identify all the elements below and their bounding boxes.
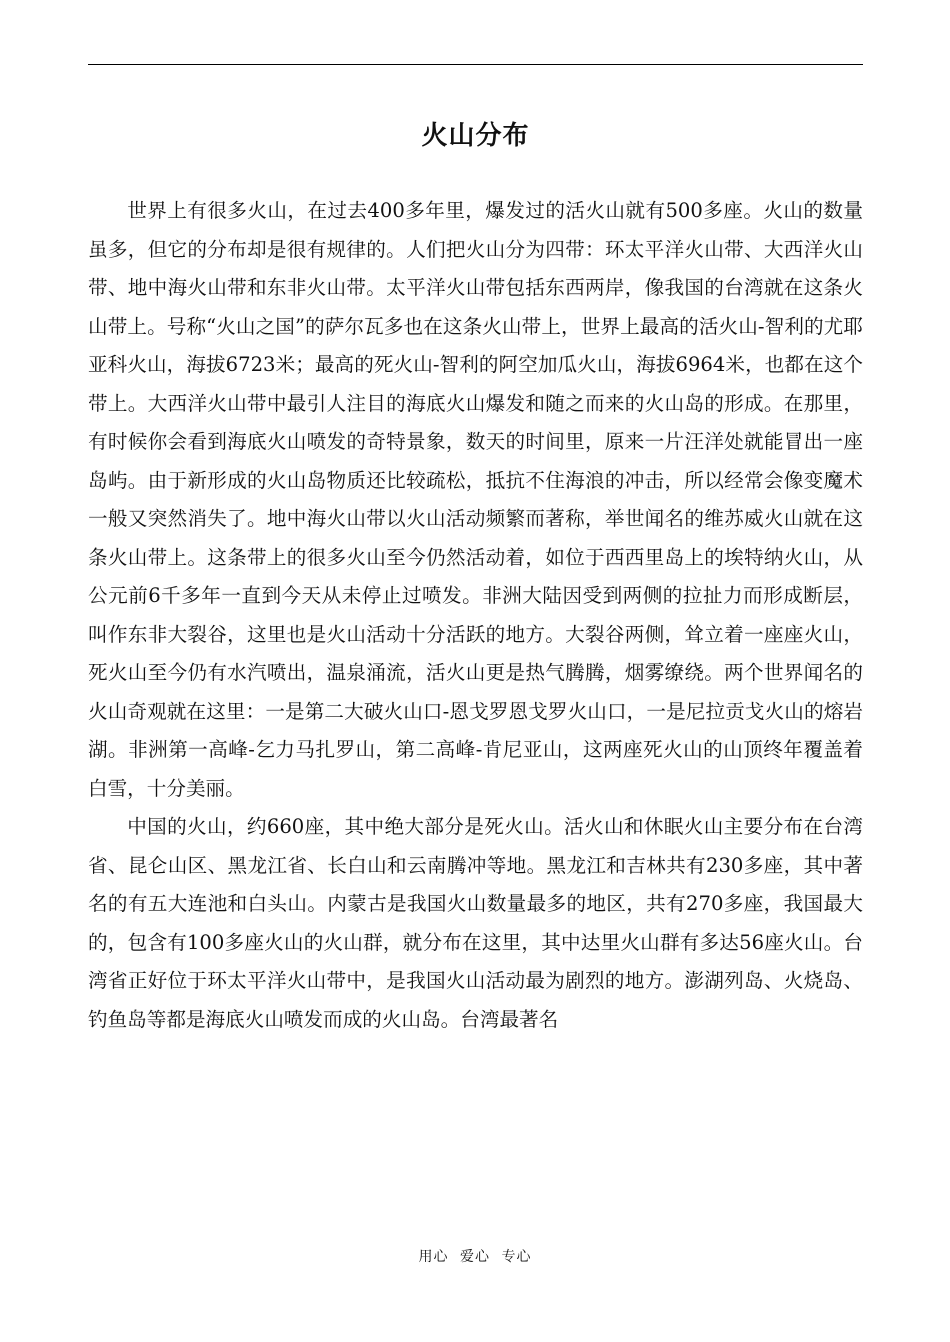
article-body (88, 192, 863, 1039)
paragraph-2: 中国的火山，约660座，其中绝大部分是死火山。活火山和休眠火山主要分布在台湾省、昆仑山区、黑龙江省、长白山和云南腾冲等地。黑龙江和吉林共有230多座，其中著名的有五大连池和白头山。内蒙古是我国火山数量最多的地区，共有270多座，我国最大的，包含有100多座火山的火山群，就分布在这里，其中达里火山群有多达56座火山。台湾省正好位于环太平洋火山带中，是我国火山活动最为剧烈的地方。澎湖列岛、火烧岛、钓鱼岛等都是海底火山喷发而成的火山岛。台湾最著名 (88, 815, 863, 1031)
paragraph-1: 世界上有很多火山，在过去400多年里，爆发过的活火山就有500多座。火山的数量虽多，但它的分布却是很有规律的。人们把火山分为四带：环太平洋火山带、大西洋火山带、地中海火山带和东非火山带。太平洋火山带包括东西两岸，像我国的台湾就在这条火山带上。号称“火山之国”的萨尔瓦多也在这条火山带上，世界上最高的活火山-智利的尤耶亚科火山，海拔6723米；最高的死火山-智利的阿空加瓜火山，海拔6964米，也都在这个带上。大西洋火山带中最引人注目的海底火山爆发和随之而来的火山岛的形成。在那里，有时候你会看到海底火山喷发的奇特景象，数天的时间里，原来一片汪洋处就能冒出一座岛屿。由于新形成的火山岛物质还比较疏松，抵抗不住海浪的冲击，所以经常会像变魔术一般又突然消失了。地中海火山带以火山活动频繁而著称，举世闻名的维苏威火山就在这条火山带上。这条带上的很多火山至今仍然活动着，如位于西西里岛上的埃特纳火山，从公元前6千多年一直到今天从未停止过喷发。非洲大陆因受到两侧的拉扯力而形成断层，叫作东非大裂谷，这里也是火山活动十分活跃的地方。大裂谷两侧，耸立着一座座火山，死火山至今仍有水汽喷出，温泉涌流，活火山更是热气腾腾，烟雾缭绕。两个世界闻名的火山奇观就在这里：一是第二大破火山口-恩戈罗恩戈罗火山口，一是尼拉贡戈火山的熔岩湖。非洲第一高峰-乞力马扎罗山，第二高峰-肯尼亚山，这两座死火山的山顶终年覆盖着白雪，十分美丽。 (88, 199, 863, 800)
page-title: 火山分布 (421, 121, 530, 151)
header-rule (88, 64, 863, 65)
page-footer: 用心 爱心 专心 (418, 1249, 532, 1265)
